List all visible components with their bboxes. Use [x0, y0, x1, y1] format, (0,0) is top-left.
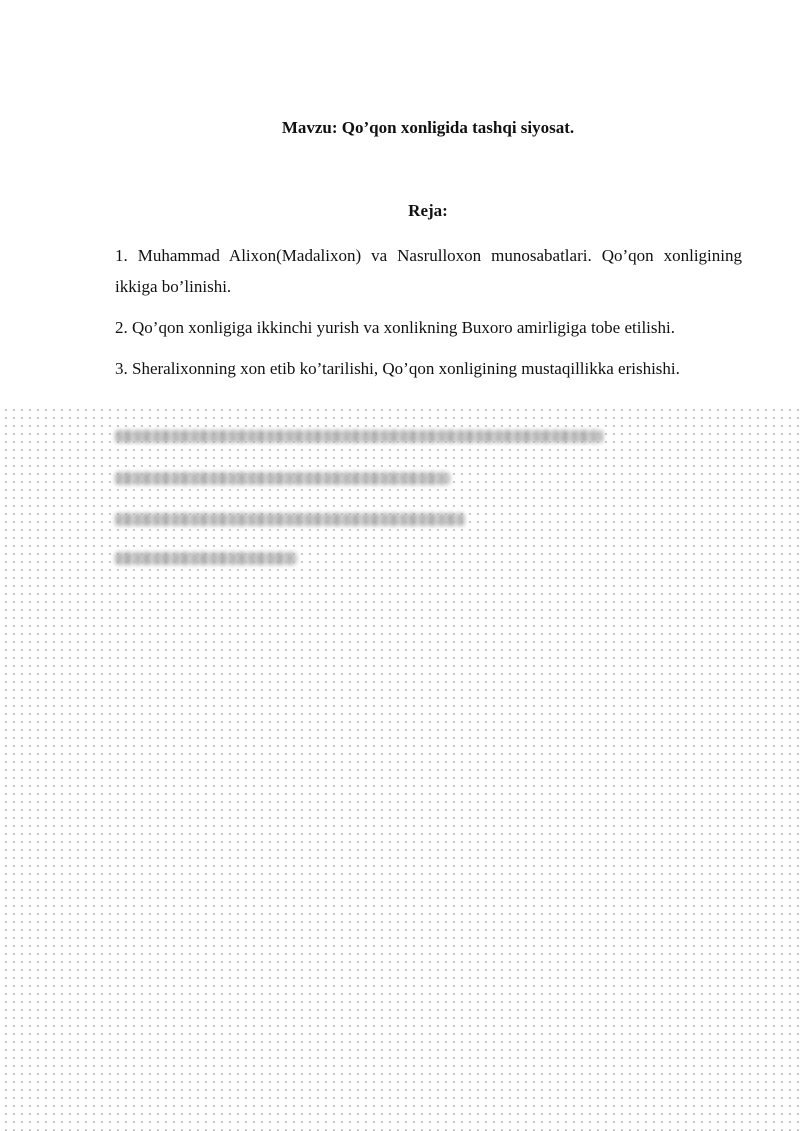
plan-list — [115, 240, 742, 394]
blurred-text-line — [115, 430, 603, 443]
plan-item-2: 2. Qo’qon xonligiga ikkinchi yurish va xonlikning Buxoro amirligiga tobe etilishi. — [115, 318, 675, 337]
plan-item-1: 1. Muhammad Alixon(Madalixon) va Nasrulloxon munosabatlari. Qo’qon xonligining ikkiga bo’linishi. — [115, 246, 742, 296]
visible-page-area — [0, 0, 800, 403]
plan-heading: Reja: — [408, 201, 448, 220]
blurred-text-line — [115, 513, 465, 526]
blurred-text-line — [115, 552, 297, 565]
document-title: Mavzu: Qo’qon xonligida tashqi siyosat. — [281, 118, 575, 137]
blurred-text-line — [115, 472, 450, 485]
plan-item-3: 3. Sheralixonning xon etib ko’tarilishi, Qo’qon xonligining mustaqillikka erishishi. — [115, 359, 680, 378]
